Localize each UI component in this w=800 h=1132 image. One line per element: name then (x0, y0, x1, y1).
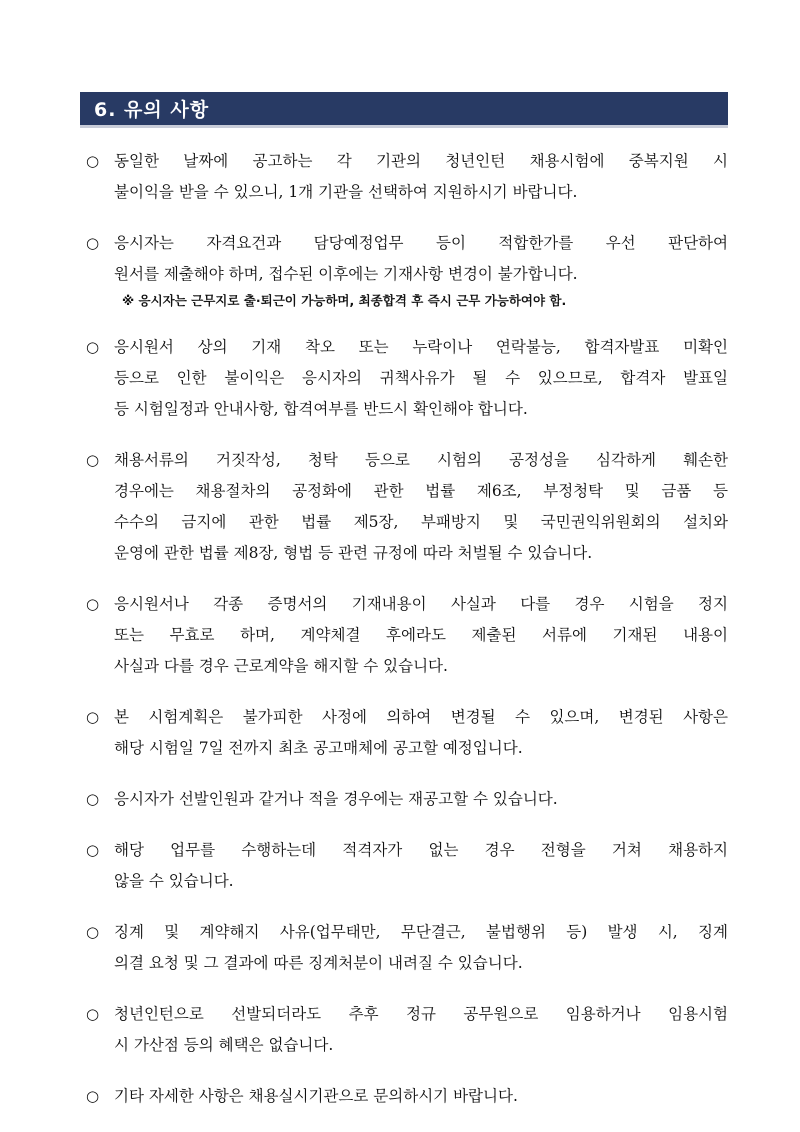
bullet-circle-icon: ○ (86, 234, 100, 252)
list-item-text-line: 수수의 금지에 관한 법률 제5장, 부패방지 및 국민권익위원회의 설치와 (114, 513, 728, 531)
bullet-circle-icon: ○ (86, 595, 100, 613)
bullet-circle-icon: ○ (86, 1087, 100, 1105)
bullet-circle-icon: ○ (86, 451, 100, 469)
list-item-text-line: 또는 무효로 하며, 계약체결 후에라도 제출된 서류에 기재된 내용이 (114, 626, 728, 644)
bullet-circle-icon: ○ (86, 790, 100, 808)
bullet-circle-icon: ○ (86, 708, 100, 726)
list-item-text-line: 해당 시험일 7일 전까지 최초 공고매체에 공고할 예정입니다. (114, 739, 523, 757)
list-item-text-line: 불이익을 받을 수 있으니, 1개 기관을 선택하여 지원하시기 바랍니다. (114, 183, 578, 201)
section-header (80, 92, 728, 128)
notice-list (86, 146, 728, 1132)
list-item-text-line: 응시원서 상의 기재 착오 또는 누락이나 연락불능, 합격자발표 미확인 (114, 338, 728, 356)
bullet-circle-icon: ○ (86, 152, 100, 170)
list-item-text-line: 해당 업무를 수행하는데 적격자가 없는 경우 전형을 거쳐 채용하지 (114, 841, 728, 859)
list-item-text-line: 본 시험계획은 불가피한 사정에 의하여 변경될 수 있으며, 변경된 사항은 (114, 708, 728, 726)
list-item-text-line: 청년인턴으로 선발되더라도 추후 정규 공무원으로 임용하거나 임용시험 (114, 1005, 728, 1023)
list-item-text-line: 채용서류의 거짓작성, 청탁 등으로 시험의 공정성을 심각하게 훼손한 (114, 451, 728, 469)
list-item-text-line: 응시자는 자격요건과 담당예정업무 등이 적합한가를 우선 판단하여 (114, 234, 728, 252)
list-item (86, 589, 728, 682)
list-item-text-line: 등 시험일정과 안내사항, 합격여부를 반드시 확인해야 합니다. (114, 400, 528, 418)
list-item (86, 1081, 728, 1112)
list-item-text-line: 사실과 다를 경우 근로계약을 해지할 수 있습니다. (114, 657, 448, 675)
list-item (86, 835, 728, 897)
list-item-text-line: 응시원서나 각종 증명서의 기재내용이 사실과 다를 경우 시험을 정지 (114, 595, 728, 613)
section-title: 6. 유의 사항 (94, 99, 210, 121)
list-item-text-line: 시 가산점 등의 혜택은 없습니다. (114, 1036, 334, 1054)
list-item (86, 228, 728, 312)
list-item-text-line: 않을 수 있습니다. (114, 872, 234, 890)
list-item-note: ※ 응시자는 근무지로 출·퇴근이 가능하며, 최종합격 후 즉시 근무 가능하여야 함. (122, 293, 567, 308)
bullet-circle-icon: ○ (86, 338, 100, 356)
bullet-circle-icon: ○ (86, 841, 100, 859)
list-item-text-line: 운영에 관한 법률 제8장, 형법 등 관련 규정에 따라 처벌될 수 있습니다. (114, 544, 593, 562)
list-item (86, 784, 728, 815)
list-item (86, 702, 728, 764)
list-item-text-line: 동일한 날짜에 공고하는 각 기관의 청년인턴 채용시험에 중복지원 시 (114, 152, 728, 170)
list-item (86, 917, 728, 979)
list-item-text-line: 기타 자세한 사항은 채용실시기관으로 문의하시기 바랍니다. (114, 1087, 518, 1105)
list-item (86, 999, 728, 1061)
bullet-circle-icon: ○ (86, 923, 100, 941)
list-item-text-line: 응시자가 선발인원과 같거나 적을 경우에는 재공고할 수 있습니다. (114, 790, 558, 808)
list-item-text-line: 의결 요청 및 그 결과에 따른 징계처분이 내려질 수 있습니다. (114, 954, 523, 972)
list-item (86, 146, 728, 208)
list-item-text-line: 등으로 인한 불이익은 응시자의 귀책사유가 될 수 있으므로, 합격자 발표일 (114, 369, 728, 387)
bullet-circle-icon: ○ (86, 1005, 100, 1023)
list-item-text-line: 원서를 제출해야 하며, 접수된 이후에는 기재사항 변경이 불가합니다. (114, 265, 578, 283)
list-item (86, 445, 728, 569)
list-item-text-line: 징계 및 계약해지 사유(업무태만, 무단결근, 불법행위 등) 발생 시, 징계 (114, 923, 728, 941)
list-item-text-line: 경우에는 채용절차의 공정화에 관한 법률 제6조, 부정청탁 및 금품 등 (114, 482, 728, 500)
list-item (86, 332, 728, 425)
